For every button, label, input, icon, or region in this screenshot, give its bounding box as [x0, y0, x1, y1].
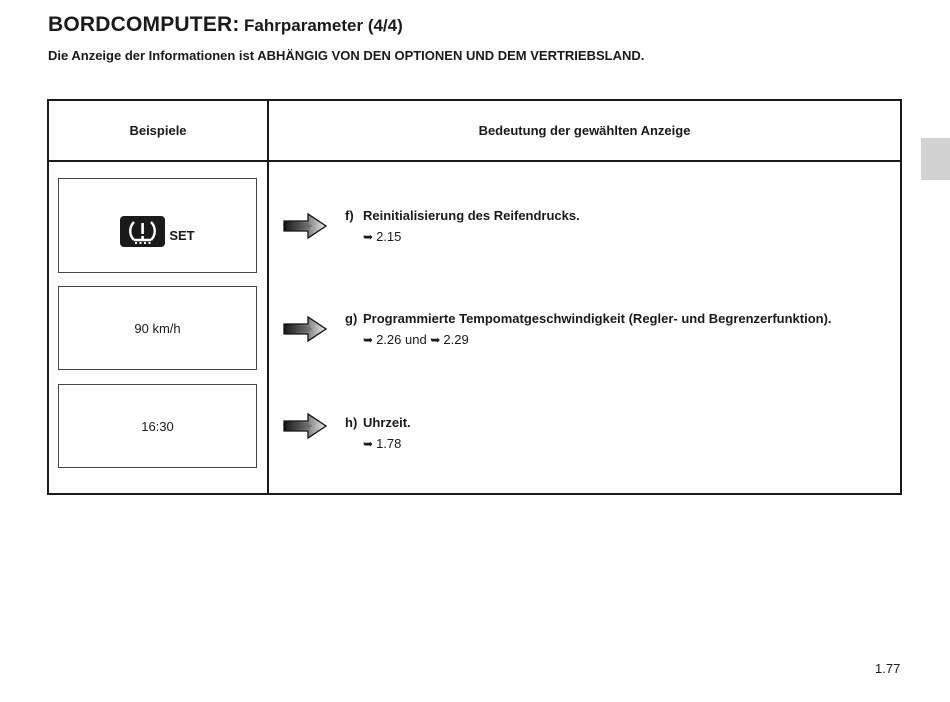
example-box-speed	[58, 286, 257, 370]
chapter-tab-marker	[921, 138, 950, 180]
reference-arrow-icon: ➥	[430, 333, 441, 347]
entry-reference	[363, 332, 832, 347]
page-number: 1.77	[875, 661, 901, 676]
entry-description: Uhrzeit.	[363, 415, 411, 430]
right-arrow-icon	[282, 212, 328, 240]
reference-page: 2.26	[376, 332, 402, 347]
clock-example-value: 16:30	[141, 418, 174, 434]
col-header-meaning: Bedeutung der gewählten Anzeige	[478, 123, 691, 138]
info-table	[47, 99, 902, 495]
entry-g	[345, 311, 832, 347]
speed-example-value: 90 km/h	[134, 320, 181, 336]
intro-text: Die Anzeige der Informationen ist ABHÄNGIG VON DEN OPTIONEN UND DEM VERTRIEBSLAND.	[48, 48, 645, 63]
reference-arrow-icon: ➥	[363, 230, 374, 244]
page-title-sub: Fahrparameter (4/4)	[244, 16, 403, 35]
reference-page: 2.29	[443, 332, 469, 347]
reference-page: 2.15	[376, 229, 402, 244]
right-arrow-icon	[282, 412, 328, 440]
tpms-example	[120, 216, 194, 247]
entry-h	[345, 415, 411, 451]
table-divider-horizontal	[49, 160, 900, 162]
col-header-examples: Beispiele	[129, 123, 187, 138]
example-box-tpms	[58, 178, 257, 273]
entry-f	[345, 208, 580, 244]
entry-letter: h)	[345, 415, 358, 430]
example-box-clock	[58, 384, 257, 468]
entry-description: Reinitialisierung des Reifendrucks.	[363, 208, 580, 223]
reference-joiner: und	[405, 332, 427, 347]
reference-arrow-icon: ➥	[363, 333, 374, 347]
page-title-main: BORDCOMPUTER:	[48, 13, 240, 36]
set-label: SET	[169, 228, 195, 243]
page-title	[48, 13, 403, 37]
entry-reference	[363, 229, 580, 244]
reference-page: 1.78	[376, 436, 402, 451]
entry-letter: g)	[345, 311, 358, 326]
tire-pressure-warning-icon	[120, 216, 165, 247]
reference-arrow-icon: ➥	[363, 437, 374, 451]
right-arrow-icon	[282, 315, 328, 343]
entry-description: Programmierte Tempomatgeschwindigkeit (Regler- und Begrenzerfunktion).	[363, 311, 832, 326]
entry-reference	[363, 436, 411, 451]
entry-letter: f)	[345, 208, 354, 223]
